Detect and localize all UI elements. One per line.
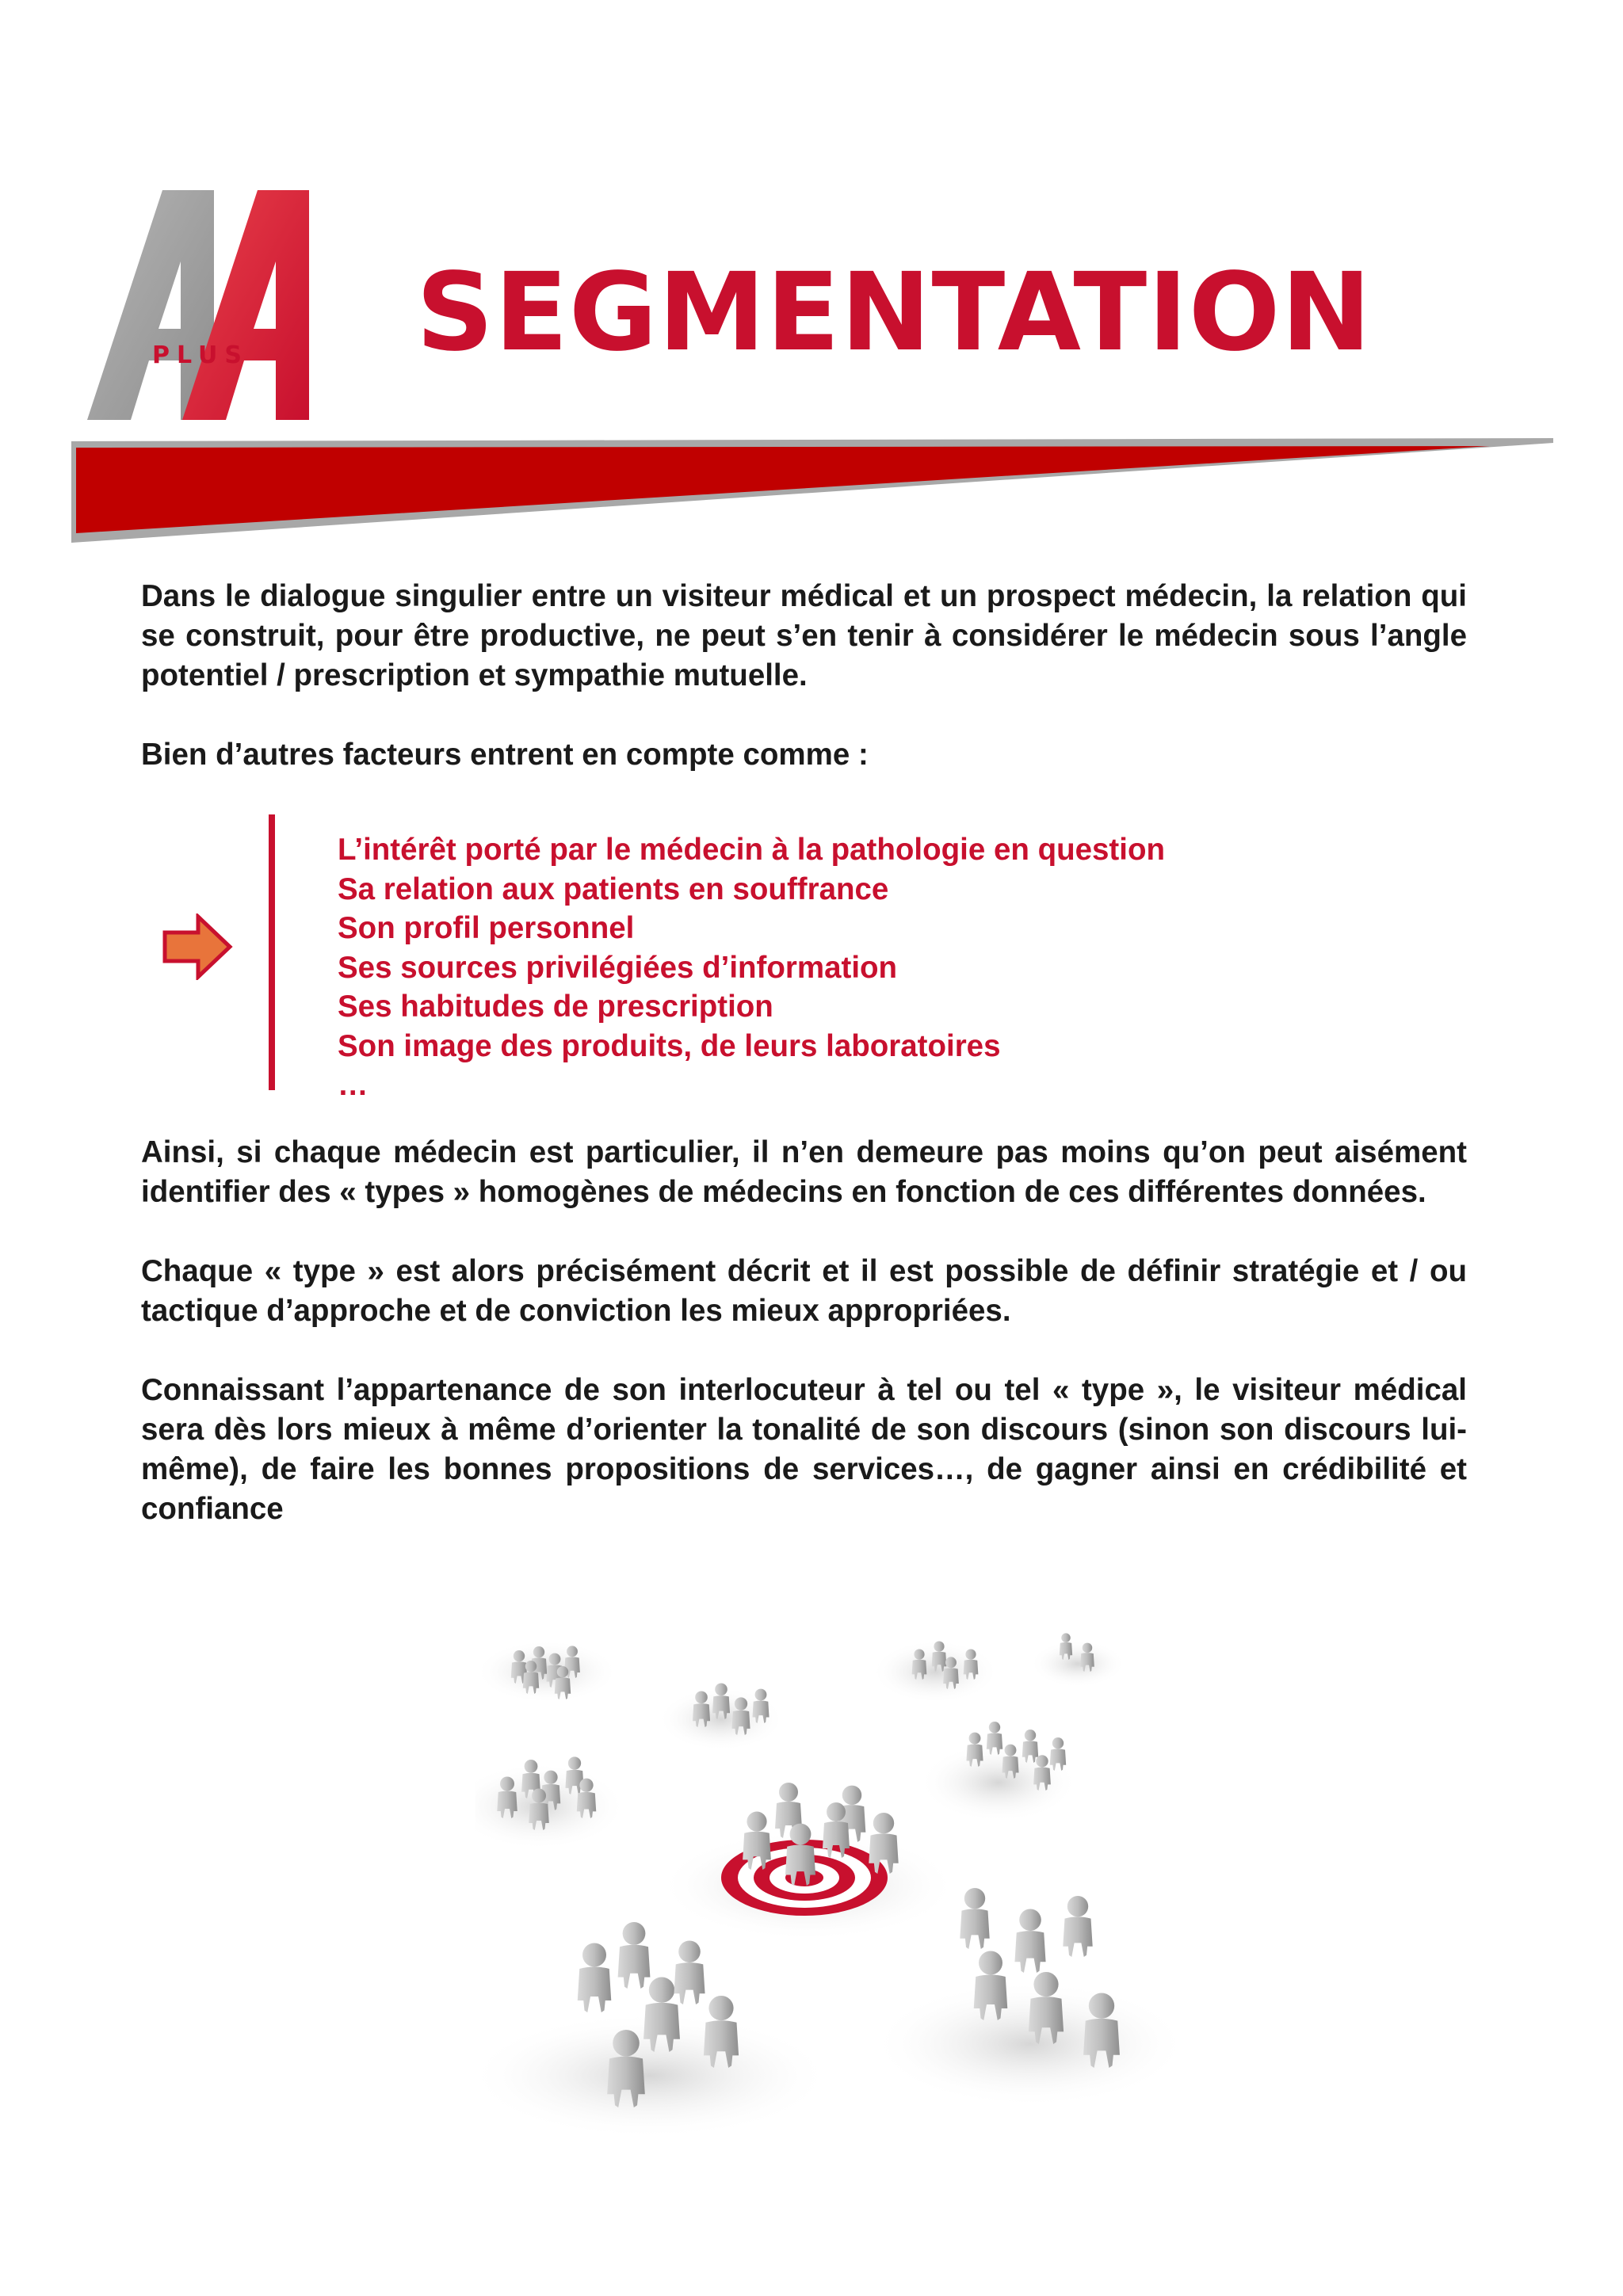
factor-item: Son image des produits, de leurs laboratoires	[338, 1028, 1001, 1063]
page-content	[141, 577, 1467, 1529]
factor-item: L’intérêt porté par le médecin à la pathologie en question	[338, 833, 1165, 867]
factor-item: …	[338, 1068, 369, 1102]
logo-text: PLUS	[152, 341, 250, 369]
page-title: SEGMENTATION	[416, 250, 1373, 376]
factors-divider	[269, 814, 275, 1090]
strategy-paragraph: Chaque « type » est alors précisément décrit et il est possible de définir stratégie et / ou tactique d’approche et de conviction les mieux appropriées.	[141, 1254, 1467, 1328]
factors-intro: Bien d’autres facteurs entrent en compte comme :	[141, 738, 869, 772]
types-paragraph: Ainsi, si chaque médecin est particulier, il n’en demeure pas moins qu’on peut aisément identifier des « types » homogènes de médecins en fonction de ces différentes données.	[141, 1135, 1467, 1209]
header-banner	[71, 432, 1553, 543]
factor-item: Sa relation aux patients en souffrance	[338, 871, 889, 906]
crowd-target-illustration	[475, 1600, 1189, 2139]
factor-item: Ses habitudes de prescription	[338, 990, 773, 1024]
a-plus-logo	[87, 190, 357, 420]
factors-list	[338, 830, 1165, 1105]
factors-block	[141, 814, 1467, 1102]
intro-paragraph: Dans le dialogue singulier entre un visiteur médical et un prospect médecin, la relation qui se construit, pour être productive, ne peut s’en tenir à considérer le médecin sous l’angle potentiel / prescription et sympathie mutuelle.	[141, 579, 1467, 692]
conclusion-paragraph: Connaissant l’appartenance de son interlocuteur à tel ou tel « type », le visiteur médical sera dès lors mieux à même d’orienter la tonalité de son discours (sinon son discours lui-même), de faire les bonnes propositions de services…, de gagner ainsi en crédibilité et confiance	[141, 1373, 1467, 1526]
factor-item: Ses sources privilégiées d’information	[338, 950, 898, 985]
right-arrow-icon	[162, 913, 233, 980]
factor-item: Son profil personnel	[338, 911, 635, 945]
